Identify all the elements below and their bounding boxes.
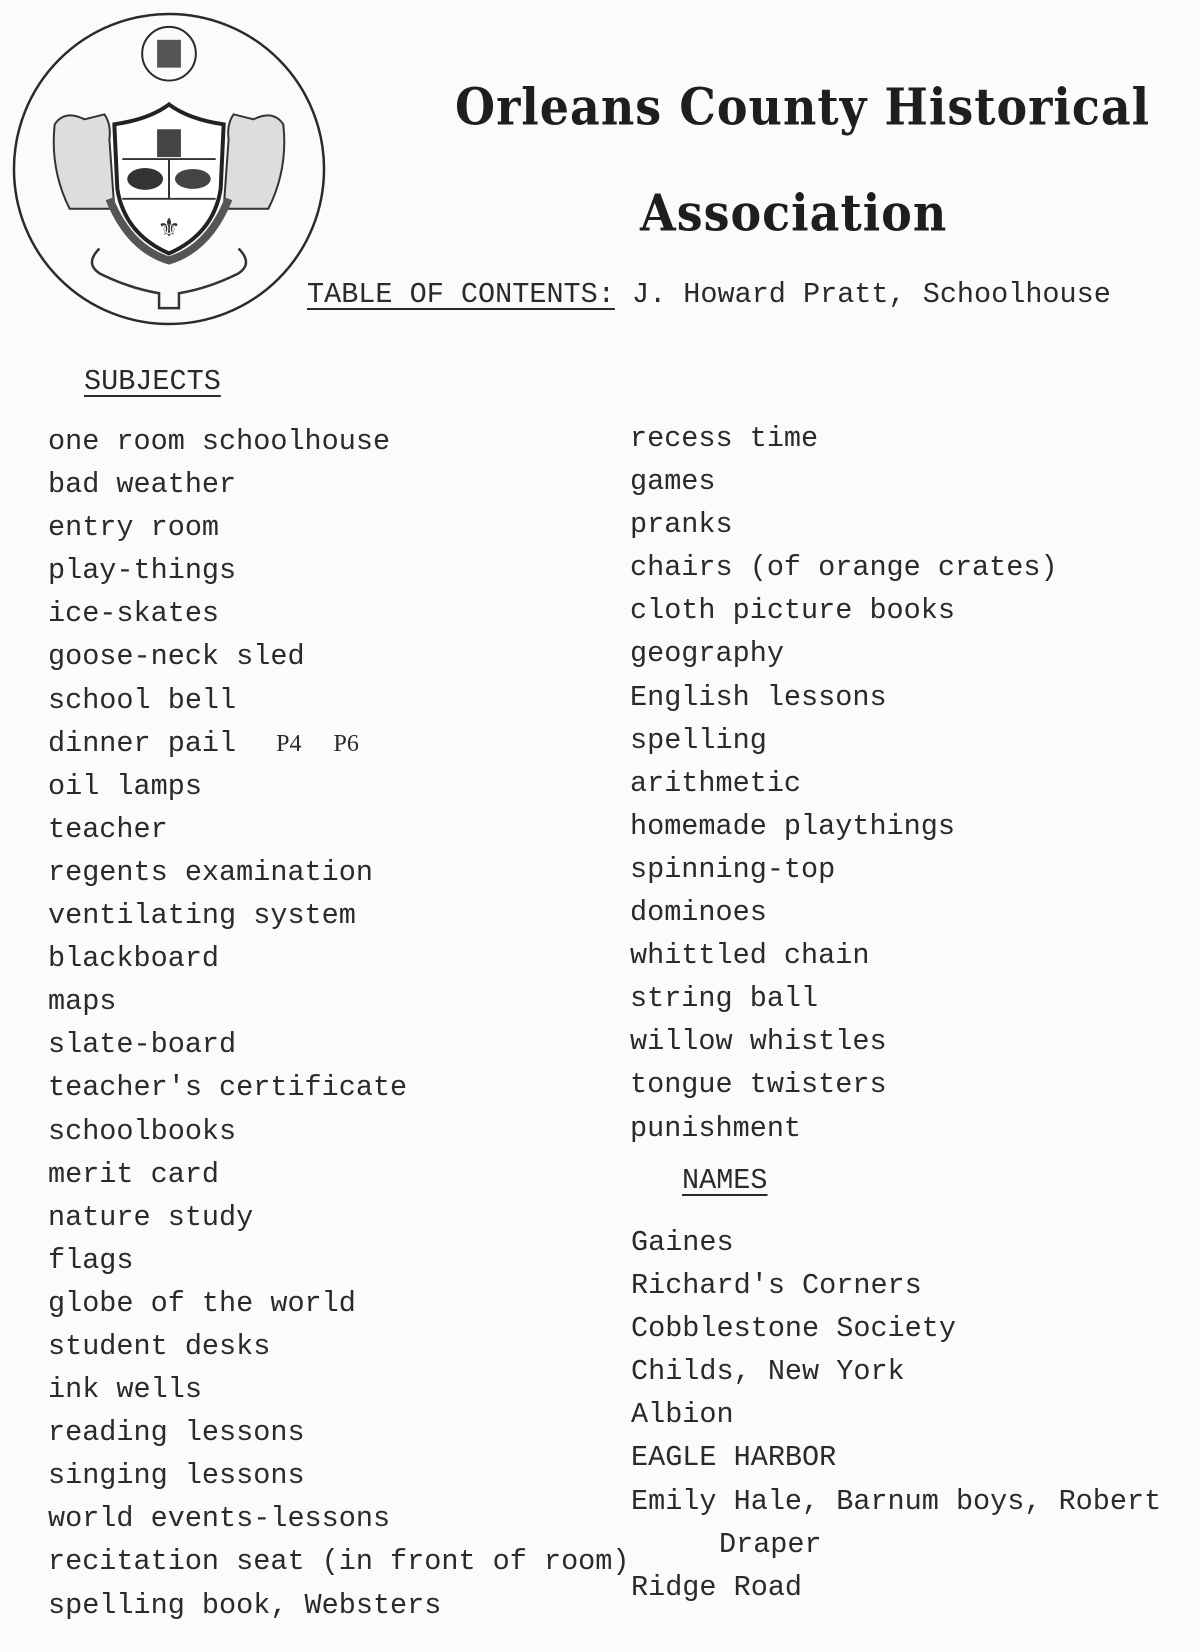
list-item: Cobblestone Society bbox=[631, 1312, 956, 1346]
list-item: Gaines bbox=[631, 1226, 734, 1259]
subjects-left-column bbox=[48, 420, 630, 1627]
list-item: tongue twisters bbox=[630, 1068, 887, 1102]
list-item: Emily Hale, Barnum boys, Robert bbox=[631, 1484, 1162, 1518]
list-item: string ball bbox=[630, 982, 819, 1016]
svg-text:⚜: ⚜ bbox=[157, 213, 181, 244]
list-item: teacher's certificate bbox=[48, 1071, 408, 1105]
list-item: cloth picture books bbox=[630, 594, 955, 628]
title-line-1: Orleans County Historical bbox=[455, 77, 1151, 137]
list-item: maps bbox=[48, 985, 117, 1019]
list-item: games bbox=[630, 465, 716, 499]
page-ref: P4 bbox=[276, 730, 302, 757]
list-item: Childs, New York bbox=[631, 1355, 905, 1389]
page-ref: P6 bbox=[333, 730, 359, 757]
list-item: punishment bbox=[630, 1111, 802, 1145]
list-item: EAGLE HARBOR bbox=[631, 1441, 837, 1475]
toc-subject: J. Howard Pratt, Schoolhouse bbox=[631, 278, 1111, 311]
list-item: globe of the world bbox=[48, 1286, 356, 1320]
toc-label: TABLE OF CONTENTS: bbox=[307, 278, 615, 311]
list-item-continuation: Draper bbox=[719, 1527, 822, 1561]
list-item: recess time bbox=[630, 422, 819, 455]
list-item: school bell bbox=[48, 683, 237, 717]
list-item: student desks bbox=[48, 1329, 271, 1363]
list-item: world events-lessons bbox=[48, 1502, 391, 1536]
list-item-with-pages bbox=[48, 722, 630, 765]
list-item: flags bbox=[48, 1243, 134, 1277]
list-item: schoolbooks bbox=[48, 1114, 237, 1148]
list-item: chairs (of orange crates) bbox=[630, 551, 1058, 585]
names-heading: NAMES bbox=[682, 1164, 768, 1197]
list-item: Albion bbox=[631, 1398, 734, 1432]
list-item: dinner pail bbox=[48, 726, 237, 760]
list-item: bad weather bbox=[48, 468, 237, 502]
toc-line bbox=[307, 278, 1111, 311]
list-item: ventilating system bbox=[48, 899, 356, 933]
list-item: blackboard bbox=[48, 942, 220, 976]
list-item: willow whistles bbox=[630, 1025, 887, 1059]
list-item: pranks bbox=[630, 508, 733, 542]
subjects-heading: SUBJECTS bbox=[84, 365, 221, 398]
list-item: arithmetic bbox=[630, 766, 802, 800]
list-item: goose-neck sled bbox=[48, 640, 305, 674]
list-item: dominoes bbox=[630, 896, 767, 930]
county-seal-logo bbox=[10, 10, 328, 328]
list-item: Ridge Road bbox=[631, 1570, 803, 1604]
list-item: reading lessons bbox=[48, 1416, 305, 1450]
list-item: entry room bbox=[48, 511, 220, 545]
list-item: ink wells bbox=[48, 1373, 202, 1407]
list-item: play-things bbox=[48, 554, 237, 588]
list-item: English lessons bbox=[630, 680, 887, 714]
list-item: homemade playthings bbox=[630, 809, 955, 843]
list-item: regents examination bbox=[48, 855, 373, 889]
list-item: slate-board bbox=[48, 1028, 237, 1062]
list-item: whittled chain bbox=[630, 939, 870, 973]
list-item: geography bbox=[630, 637, 784, 671]
subjects-right-column bbox=[630, 417, 1058, 1150]
list-item: Richard's Corners bbox=[631, 1269, 922, 1303]
list-item: teacher bbox=[48, 812, 168, 846]
list-item: spelling book, Websters bbox=[48, 1588, 442, 1622]
list-item: singing lessons bbox=[48, 1459, 305, 1493]
list-item: nature study bbox=[48, 1200, 254, 1234]
list-item: spinning-top bbox=[630, 852, 836, 886]
names-column bbox=[631, 1221, 1161, 1609]
list-item: recitation seat (in front of room) bbox=[48, 1545, 630, 1579]
list-item: oil lamps bbox=[48, 769, 202, 803]
list-item: spelling bbox=[630, 723, 767, 757]
list-item: one room schoolhouse bbox=[48, 425, 391, 458]
list-item: merit card bbox=[48, 1157, 220, 1191]
list-item: ice-skates bbox=[48, 597, 220, 631]
title-line-2: Association bbox=[640, 183, 948, 243]
